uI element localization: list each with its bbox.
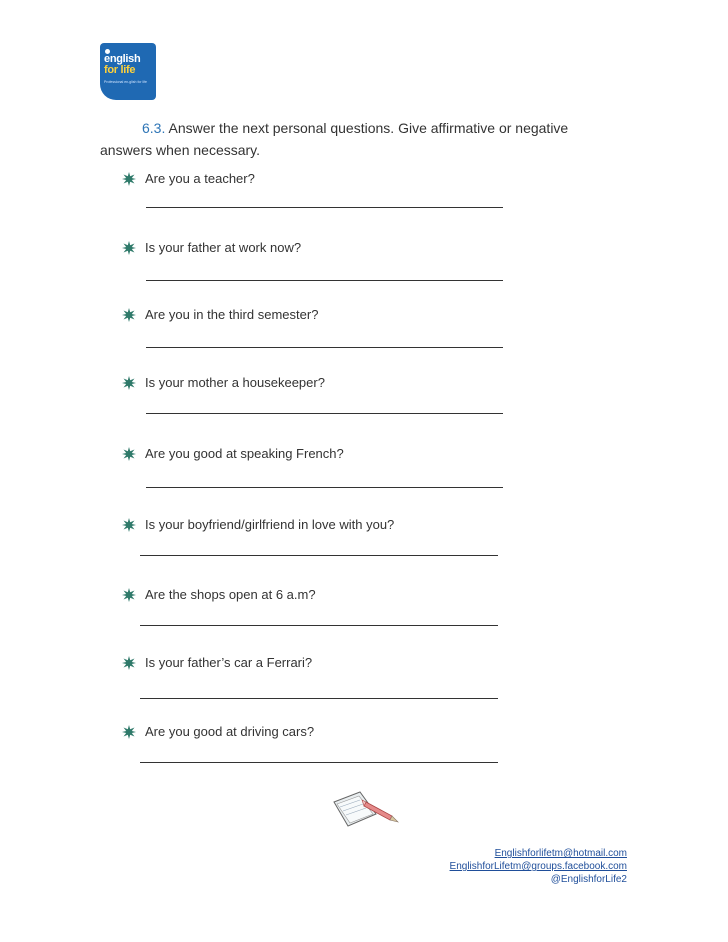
question-item [122, 375, 325, 390]
star-burst-icon [122, 172, 136, 186]
instruction-text: Answer the next personal questions. Give affirmative or negative answers when necessary. [100, 120, 569, 158]
english-for-life-logo [100, 43, 156, 100]
star-burst-icon [122, 376, 136, 390]
star-burst-icon [122, 656, 136, 670]
footer-email[interactable]: Englishforlifetm@hotmail.com [494, 848, 627, 859]
answer-line[interactable] [146, 413, 503, 414]
notebook-pencil-icon [330, 788, 400, 830]
footer-facebook[interactable]: EnglishforLifetm@groups.facebook.com [449, 861, 627, 872]
question-text: Are the shops open at 6 a.m? [145, 587, 316, 602]
exercise-instruction [100, 117, 620, 161]
star-burst-icon [122, 588, 136, 602]
question-item [122, 724, 314, 739]
question-item [122, 307, 318, 322]
logo-line2: for life [104, 64, 136, 76]
answer-line[interactable] [140, 698, 498, 699]
answer-line[interactable] [146, 280, 503, 281]
question-item [122, 517, 394, 532]
star-burst-icon [122, 725, 136, 739]
exercise-number: 6.3. [142, 120, 166, 136]
star-burst-icon [122, 308, 136, 322]
question-text: Is your boyfriend/girlfriend in love with you? [145, 517, 395, 532]
question-text: Are you in the third semester? [145, 307, 319, 322]
star-burst-icon [122, 518, 136, 532]
logo-line1: english [104, 53, 141, 65]
question-item [122, 240, 301, 255]
question-text: Is your father at work now? [145, 240, 302, 255]
footer-twitter: @EnglishforLife2 [550, 874, 627, 885]
star-burst-icon [122, 447, 136, 461]
question-item [122, 587, 316, 602]
question-text: Are you good at driving cars? [145, 724, 315, 739]
answer-line[interactable] [146, 347, 503, 348]
question-item [122, 655, 312, 670]
answer-line[interactable] [146, 207, 503, 208]
question-text: Are you good at speaking French? [145, 446, 344, 461]
answer-line[interactable] [140, 625, 498, 626]
contact-footer [450, 847, 627, 886]
question-text: Is your mother a housekeeper? [145, 375, 325, 390]
star-burst-icon [122, 241, 136, 255]
question-text: Are you a teacher? [145, 171, 255, 186]
question-item [122, 446, 344, 461]
question-item [122, 171, 255, 186]
logo-tagline: Professional en-glish for life [104, 80, 147, 84]
answer-line[interactable] [146, 487, 503, 488]
question-text: Is your father’s car a Ferrari? [145, 655, 313, 670]
answer-line[interactable] [140, 762, 498, 763]
answer-line[interactable] [140, 555, 498, 556]
